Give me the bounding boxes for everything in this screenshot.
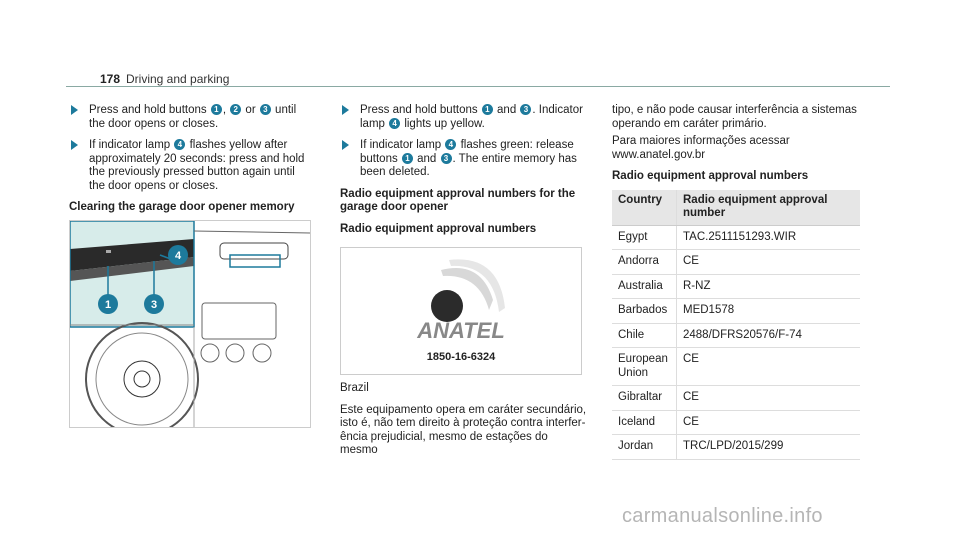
table-row: Barbados MED1578 xyxy=(612,299,860,324)
page-number: 178 xyxy=(100,72,121,86)
arrow-icon xyxy=(342,140,349,150)
logo-text: ANATEL xyxy=(417,318,505,343)
callout-marker-4 xyxy=(168,245,188,265)
arrow-icon xyxy=(71,140,78,150)
arrow-icon xyxy=(71,105,78,115)
section-heading: Radio equipment approval numbers xyxy=(612,170,809,182)
callout-badge: 4 xyxy=(389,118,400,129)
callout-badge: 2 xyxy=(230,104,241,115)
url-text: www.anatel.gov.br xyxy=(612,148,706,161)
logo-number: 1850-16-6324 xyxy=(426,351,496,363)
callout-marker-3 xyxy=(144,294,164,314)
svg-text:3: 3 xyxy=(150,299,158,311)
column-header: Radio equipment approval number xyxy=(677,190,861,226)
table-row: Jordan TRC/LPD/2015/299 xyxy=(612,435,860,460)
column-header: Country xyxy=(612,190,677,226)
column-1 xyxy=(69,104,313,223)
arrow-icon xyxy=(342,105,349,115)
step-item: Press and hold buttons 1 and 3 . Indicator lamp 4 lights up yellow. xyxy=(340,104,585,131)
table-row: European Union CE xyxy=(612,348,860,386)
notice-text: Este equipamento opera em caráter secundário, isto é, não tem direito à proteção contra interfer-ência prejudicial, mesmo de estações do mesmo xyxy=(340,403,587,456)
table-row: Andorra CE xyxy=(612,250,860,275)
column-2 xyxy=(340,104,585,244)
country-label: Brazil xyxy=(340,382,369,394)
car-interior-illustration xyxy=(69,220,311,428)
callout-badge: 3 xyxy=(260,104,271,115)
header-rule xyxy=(66,86,890,87)
table-header-row xyxy=(612,190,860,226)
callout-marker-1 xyxy=(98,294,118,314)
notice-text: tipo, e não pode causar interferência a sistemas operando em caráter primário. xyxy=(612,104,857,130)
section-heading: Clearing the garage door opener memory xyxy=(69,201,295,213)
callout-badge: 1 xyxy=(402,153,413,164)
callout-badge: 3 xyxy=(441,153,452,164)
callout-badge: 1 xyxy=(482,104,493,115)
anatel-logo-box xyxy=(340,247,582,375)
callout-badge: 4 xyxy=(445,139,456,150)
section-heading: Radio equipment approval numbers xyxy=(340,222,537,235)
table-row: Iceland CE xyxy=(612,410,860,435)
step-item: Press and hold buttons 1 , 2 or 3 until the door opens or closes. xyxy=(69,104,313,131)
step-item: If indicator lamp 4 flashes green: release buttons 1 and 3 . The entire memory has been deleted. xyxy=(340,139,585,180)
section-heading: Radio equipment approval numbers for the garage door opener xyxy=(340,187,576,213)
approval-table xyxy=(612,190,860,460)
table-row: Gibraltar CE xyxy=(612,386,860,411)
svg-text:1: 1 xyxy=(104,299,112,311)
svg-text:4: 4 xyxy=(174,250,182,262)
column-3 xyxy=(612,104,872,460)
table-row: Australia R-NZ xyxy=(612,274,860,299)
step-item: If indicator lamp 4 flashes yellow after approximately 20 seconds: press and hold the previously pressed button again until the door opens or closes. xyxy=(69,139,313,193)
table-row: Chile 2488/DFRS20576/F-74 xyxy=(612,323,860,348)
callout-badge: 3 xyxy=(520,104,531,115)
callout-badge: 4 xyxy=(174,139,185,150)
watermark: carmanualsonline.info xyxy=(622,505,823,527)
anatel-logo xyxy=(341,248,581,374)
info-text: Para maiores informações acessar xyxy=(612,135,790,147)
section-title: Driving and parking xyxy=(126,72,230,86)
callout-badge: 1 xyxy=(211,104,222,115)
brazil-notice xyxy=(340,382,588,458)
table-row: Egypt TAC.2511151293.WIR xyxy=(612,225,860,250)
